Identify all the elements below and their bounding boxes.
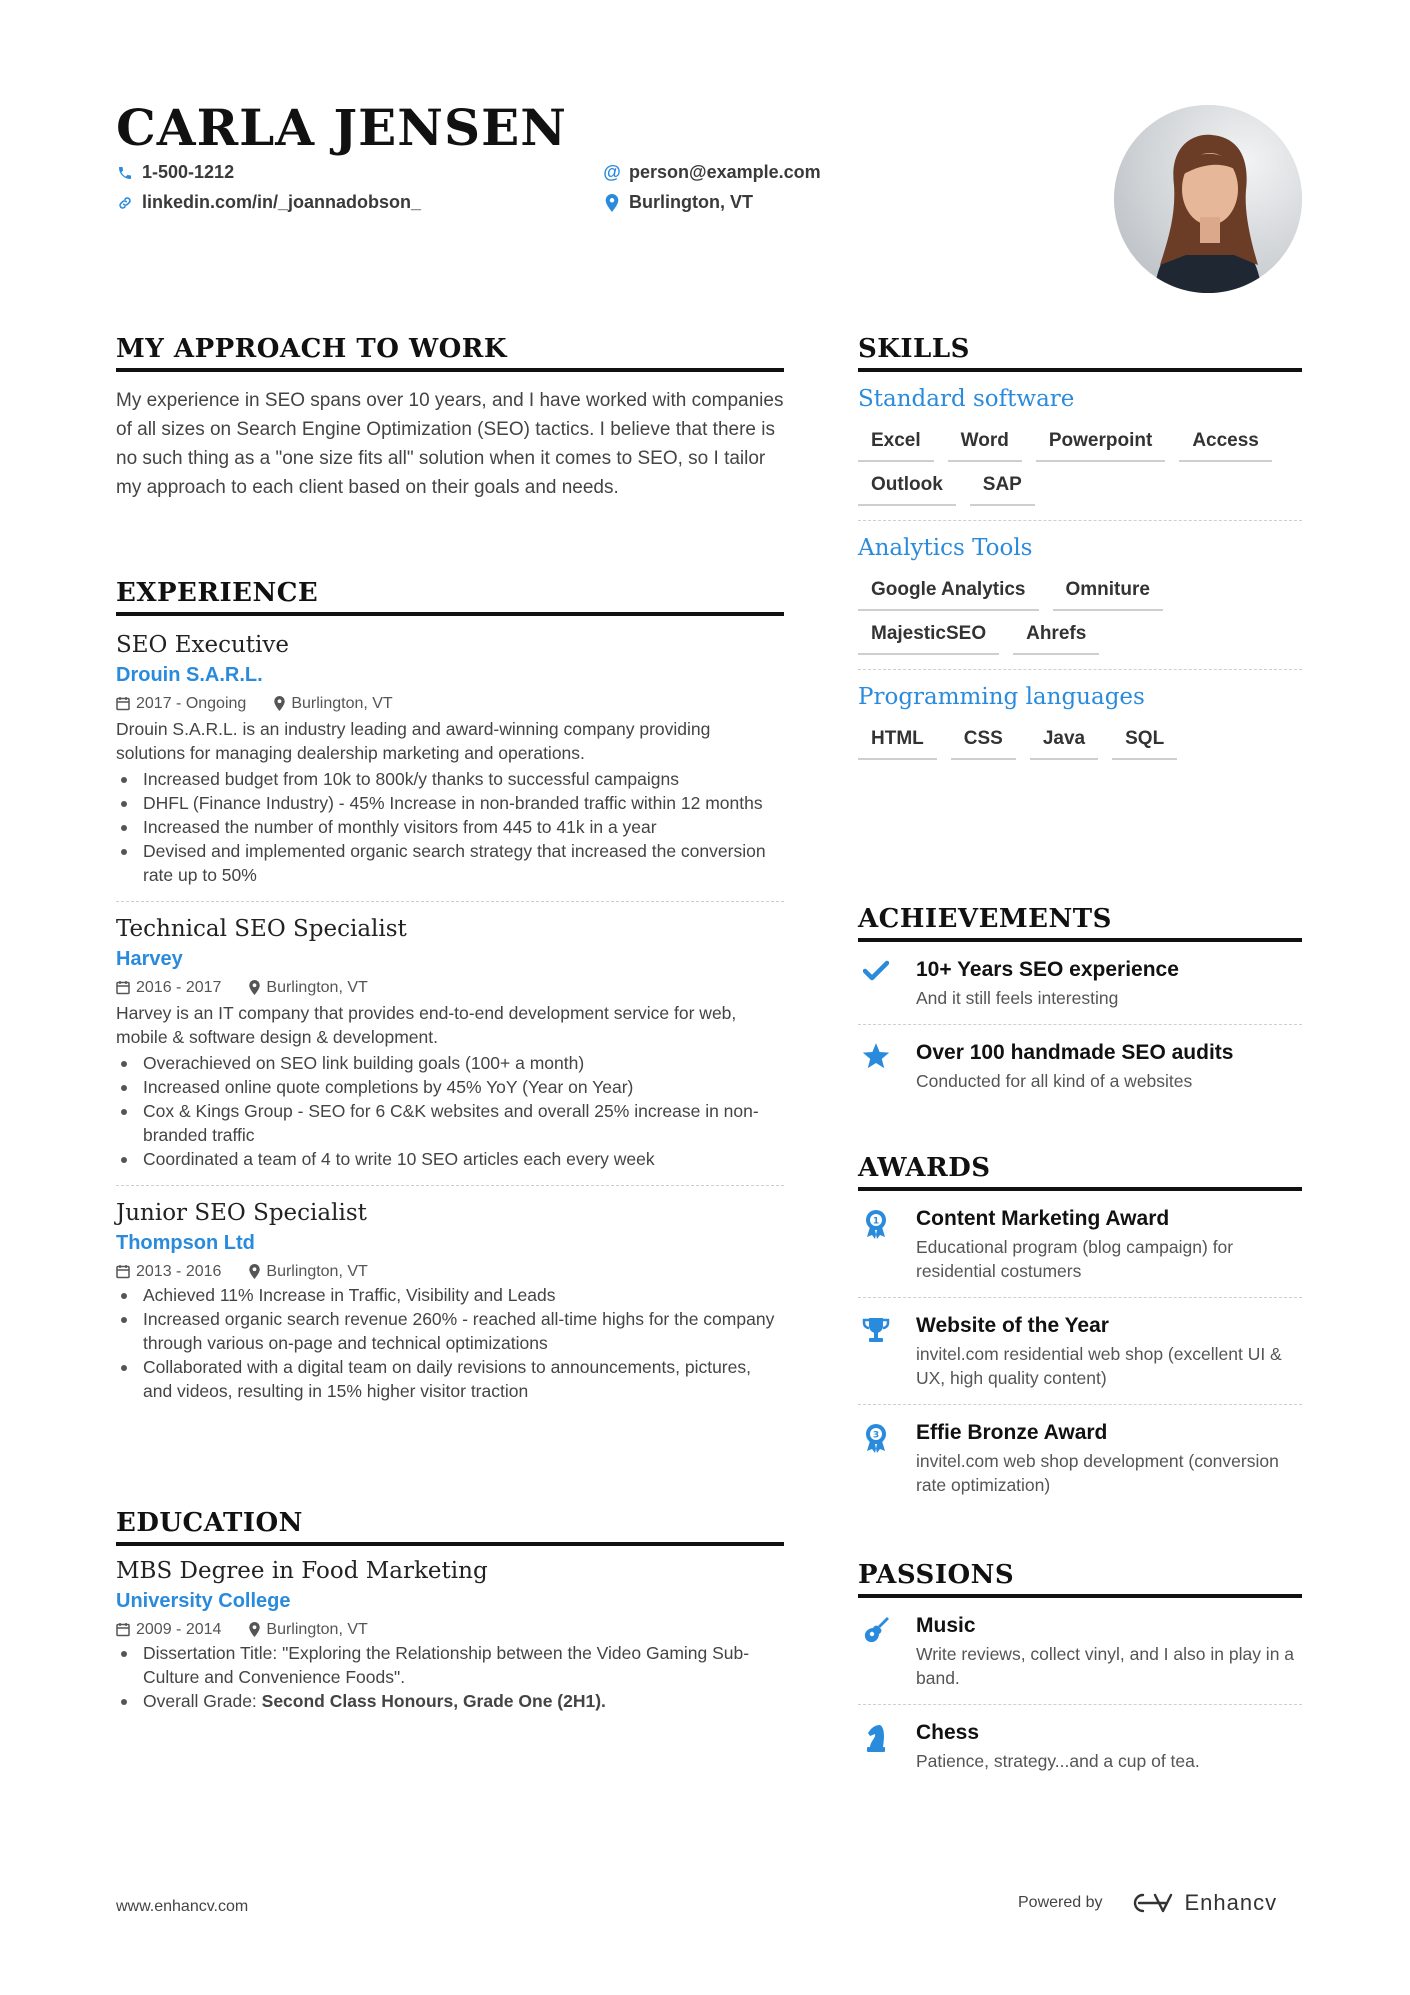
awards-section (858, 1153, 1302, 1511)
job-dates: 2013 - 2016 (136, 1263, 222, 1280)
bullet-item: Devised and implemented organic search strategy that increased the conversion rate up to 50% (116, 839, 784, 887)
company-name: Drouin S.A.R.L. (116, 664, 263, 686)
skill-tag: SAP (970, 474, 1035, 506)
checkmark-icon (858, 958, 894, 1010)
bullet-item: Increased the number of monthly visitors from 445 to 41k in a year (116, 815, 784, 839)
guitar-icon (858, 1614, 894, 1690)
job-entry (116, 632, 784, 902)
skill-tag: CSS (951, 728, 1016, 760)
skill-group (858, 386, 1302, 521)
bullet-item: Cox & Kings Group - SEO for 6 C&K websites and overall 25% increase in non-branded traffic (116, 1099, 784, 1147)
company-name: Harvey (116, 948, 183, 970)
award-item (858, 1298, 1302, 1405)
job-dates: 2017 - Ongoing (136, 695, 247, 712)
skill-group-name: Analytics Tools (858, 535, 1033, 561)
calendar-icon (116, 1622, 130, 1637)
awards-title: AWARDS (858, 1153, 1302, 1191)
award-item (858, 1405, 1302, 1511)
email-contact[interactable] (603, 162, 821, 183)
bullet-item: Increased budget from 10k to 800k/y thanks to successful campaigns (116, 767, 784, 791)
skill-tag: SQL (1112, 728, 1177, 760)
medal-icon (858, 1207, 894, 1283)
location-pin-icon (274, 696, 285, 711)
passion-title: Music (916, 1614, 976, 1637)
passion-title: Chess (916, 1721, 980, 1744)
skill-tags (858, 579, 1302, 655)
trophy-icon (858, 1314, 894, 1390)
footer-site-link[interactable]: www.enhancv.com (116, 1898, 249, 1915)
brand-name: Enhancv (1184, 1890, 1278, 1915)
skill-tag: Access (1179, 430, 1272, 462)
achievement-desc: Conducted for all kind of a websites (916, 1071, 1193, 1091)
approach-text: My experience in SEO spans over 10 years, and I have worked with companies of all sizes on Search Engine Optimization (SEO) tactics. I believe that there is no such thing as a "one size fits all" solution when it comes to SEO, so I tailor my approach to each client based on their goals and needs. (116, 390, 784, 498)
approach-section (116, 334, 784, 502)
award-desc: invitel.com web shop development (conversion rate optimization) (916, 1451, 1279, 1495)
location-pin-icon (249, 1622, 260, 1637)
degree-title: MBS Degree in Food Marketing (116, 1558, 488, 1584)
skill-group (858, 684, 1302, 774)
achievement-item (858, 1025, 1302, 1107)
education-location: Burlington, VT (266, 1621, 368, 1638)
powered-by-label: Powered by (1018, 1894, 1103, 1911)
phone-icon (116, 164, 134, 182)
achievement-item (858, 942, 1302, 1025)
company-description: Drouin S.A.R.L. is an industry leading and award-winning company providing solutions for managing dealership marketing and operations. (116, 719, 711, 763)
brand-logo[interactable] (1129, 1890, 1278, 1916)
job-location: Burlington, VT (291, 695, 393, 712)
achievement-title: Over 100 handmade SEO audits (916, 1041, 1234, 1064)
job-dates: 2016 - 2017 (136, 979, 222, 996)
job-meta (116, 979, 784, 997)
company-description: Harvey is an IT company that provides end-to-end development service for web, mobile & software design & development. (116, 1003, 737, 1047)
skills-title: SKILLS (858, 334, 1302, 372)
job-title: Junior SEO Specialist (116, 1200, 367, 1226)
education-bullets (116, 1641, 784, 1713)
company-name: Thompson Ltd (116, 1232, 255, 1254)
chess-knight-icon (858, 1721, 894, 1773)
calendar-icon (116, 980, 130, 995)
skill-group (858, 535, 1302, 670)
passion-item (858, 1705, 1302, 1787)
passion-desc: Write reviews, collect vinyl, and I also in play in a band. (916, 1644, 1295, 1688)
location-contact (603, 192, 753, 213)
achievements-title: ACHIEVEMENTS (858, 904, 1302, 942)
approach-title: MY APPROACH TO WORK (116, 334, 784, 372)
linkedin-text: linkedin.com/in/_joannadobson_ (142, 192, 422, 212)
bullet-item (116, 1689, 784, 1713)
bullet-item: Dissertation Title: "Exploring the Relationship between the Video Gaming Sub-Culture and Convenience Foods". (116, 1641, 784, 1689)
experience-title: EXPERIENCE (116, 578, 784, 616)
grade-label: Overall Grade: (143, 1691, 262, 1711)
job-bullets (116, 1051, 784, 1171)
job-title: SEO Executive (116, 632, 289, 658)
phone-contact (116, 162, 234, 183)
education-section (116, 1508, 784, 1727)
passions-section (858, 1560, 1302, 1787)
bullet-item: Coordinated a team of 4 to write 10 SEO articles each every week (116, 1147, 784, 1171)
skill-tag: MajesticSEO (858, 623, 999, 655)
achievement-title: 10+ Years SEO experience (916, 958, 1179, 981)
education-entry (116, 1558, 784, 1727)
job-meta (116, 695, 784, 713)
skill-tag: HTML (858, 728, 937, 760)
skill-tag: Google Analytics (858, 579, 1039, 611)
calendar-icon (116, 696, 130, 711)
skill-tag: Powerpoint (1036, 430, 1165, 462)
bullet-item: Increased organic search revenue 260% - reached all-time highs for the company through various on-page and technical optimizations (116, 1307, 784, 1355)
bullet-item: Collaborated with a digital team on daily revisions to announcements, pictures, and videos, resulting in 15% higher visitor traction (116, 1355, 784, 1403)
job-title: Technical SEO Specialist (116, 916, 407, 942)
skill-tag: Word (948, 430, 1022, 462)
skill-tags (858, 728, 1302, 760)
svg-text:3: 3 (872, 1430, 880, 1441)
candidate-name: CARLA JENSEN (116, 98, 567, 157)
skill-tag: Java (1030, 728, 1098, 760)
job-meta (116, 1263, 784, 1281)
passion-desc: Patience, strategy...and a cup of tea. (916, 1751, 1200, 1771)
footer-powered (1018, 1890, 1277, 1916)
skill-tags (858, 430, 1302, 506)
location-pin-icon (249, 980, 260, 995)
medal-icon (858, 1421, 894, 1497)
calendar-icon (116, 1264, 130, 1279)
location-pin-icon (249, 1264, 260, 1279)
at-icon: @ (603, 162, 621, 182)
passion-item (858, 1598, 1302, 1705)
location-text: Burlington, VT (629, 192, 753, 212)
star-icon (858, 1041, 894, 1093)
job-bullets (116, 1283, 784, 1403)
job-bullets (116, 767, 784, 887)
svg-text:1: 1 (872, 1216, 880, 1227)
education-title: EDUCATION (116, 1508, 784, 1546)
skill-tag: Omniture (1053, 579, 1163, 611)
award-title: Effie Bronze Award (916, 1421, 1108, 1444)
profile-photo (1114, 105, 1302, 293)
linkedin-contact[interactable] (116, 192, 421, 213)
job-entry (116, 916, 784, 1186)
skill-tag: Outlook (858, 474, 956, 506)
skill-tag: Ahrefs (1013, 623, 1099, 655)
skill-group-name: Standard software (858, 386, 1075, 412)
bullet-item: Increased online quote completions by 45% YoY (Year on Year) (116, 1075, 784, 1099)
enhancv-logo-icon (1129, 1891, 1175, 1915)
grade-value: Second Class Honours, Grade One (2H1). (261, 1691, 606, 1711)
school-name: University College (116, 1590, 291, 1612)
award-title: Content Marketing Award (916, 1207, 1170, 1230)
award-title: Website of the Year (916, 1314, 1109, 1337)
skill-tag: Excel (858, 430, 934, 462)
phone-text: 1-500-1212 (142, 162, 235, 182)
link-icon (116, 194, 134, 212)
award-desc: invitel.com residential web shop (excellent UI & UX, high quality content) (916, 1344, 1282, 1388)
skill-group-name: Programming languages (858, 684, 1145, 710)
skills-section (858, 334, 1302, 774)
achievements-section (858, 904, 1302, 1107)
email-text: person@example.com (629, 162, 821, 182)
job-location: Burlington, VT (266, 1263, 368, 1280)
award-item (858, 1191, 1302, 1298)
bullet-item: DHFL (Finance Industry) - 45% Increase in non-branded traffic within 12 months (116, 791, 784, 815)
achievement-desc: And it still feels interesting (916, 988, 1119, 1008)
job-location: Burlington, VT (266, 979, 368, 996)
bullet-item: Achieved 11% Increase in Traffic, Visibility and Leads (116, 1283, 784, 1307)
passions-title: PASSIONS (858, 1560, 1302, 1598)
job-entry (116, 1200, 784, 1417)
location-pin-icon (603, 194, 621, 212)
education-dates: 2009 - 2014 (136, 1621, 222, 1638)
award-desc: Educational program (blog campaign) for residential costumers (916, 1237, 1234, 1281)
education-meta (116, 1621, 784, 1639)
experience-section (116, 578, 784, 1417)
bullet-item: Overachieved on SEO link building goals (100+ a month) (116, 1051, 784, 1075)
